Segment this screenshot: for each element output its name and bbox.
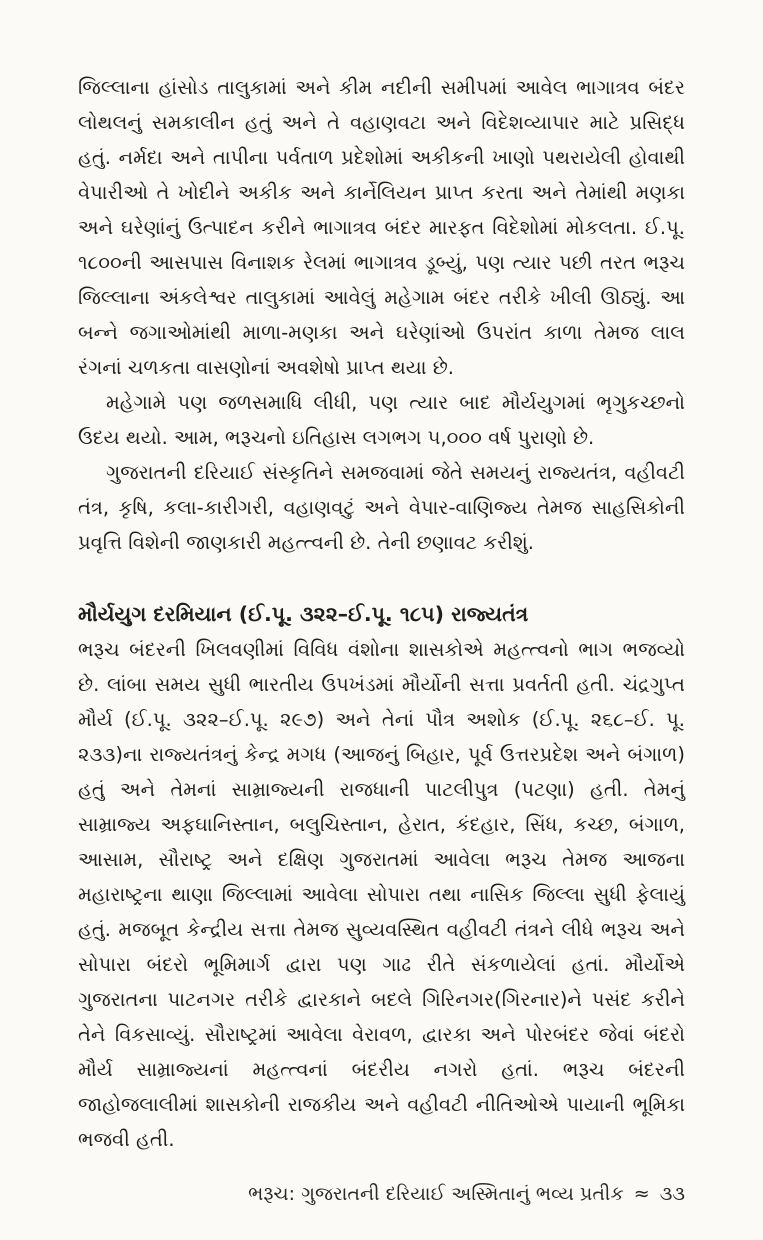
page-footer <box>248 1178 685 1210</box>
section-mauryan-era <box>78 596 685 1157</box>
paragraph-maritime-culture: ગુજરાતની દરિયાઈ સંસ્કૃતિને સમજવામાં જેતે સમયનું રાજ્યતંત્ર, વહીવટી તંત્ર, કૃષિ, કલા-કારીગરી, વહાણવટું અને વેપાર-વાણિજ્ય તેમજ સાહસિકોની પ્રવૃત્તિ વિશેની જાણકારી મહત્ત્વની છે. તેની છણાવટ કરીશું. <box>78 461 685 554</box>
paragraph-mauryan-administration: ભરૂચ બંદરની ખિલવણીમાં વિવિધ વંશોના શાસકોએ મહત્ત્વનો ભાગ ભજવ્યો છે. લાંબા સમય સુધી ભારતીય ઉપખંડમાં મૌર્યોની સત્તા પ્રવર્તતી હતી. ચંદ્રગુપ્ત મૌર્ય (ઈ.પૂ. ૩૨૨–ઈ.પૂ. ૨૯૭) અને તેનાં પૌત્ર અશોક (ઈ.પૂ. ૨૬૮–ઈ. પૂ. ૨૩૩)ના રાજ્યતંત્રનું કેન્દ્ર મગધ (આજનું બિહાર, પૂર્વ ઉત્તરપ્રદેશ અને બંગાળ) હતું અને તેમનાં સામ્રાજ્યની રાજધાની પાટલીપુત્ર (પટણા) હતી. તેમનું સામ્રાજ્ય અફઘાનિસ્તાન, બલુચિસ્તાન, હેરાત, કંદહાર, સિંધ, કચ્છ, બંગાળ, આસામ, સૌરાષ્ટ્ર અને દક્ષિણ ગુજરાતમાં આવેલા ભરૂચ તેમજ આજના મહારાષ્ટ્રના થાણા જિલ્લામાં આવેલા સોપારા તથા નાસિક જિલ્લા સુધી ફેલાયું હતું. મજબૂત કેન્દ્રીય સત્તા તેમજ સુવ્યવસ્થિત વહીવટી તંત્રને લીધે ભરૂચ અને સોપારા બંદરો ભૂમિમાર્ગ દ્વારા પણ ગાઢ રીતે સંકળાયેલાં હતાં. મૌર્યોએ ગુજરાતના પાટનગર તરીકે દ્વારકાને બદલે ગિરિનગર(ગિરનાર)ને પસંદ કરીને તેને વિકસાવ્યું. સૌરાષ્ટ્રમાં આવેલા વેરાવળ, દ્વારકા અને પોરબંદર જેવાં બંદરો મૌર્ય સામ્રાજ્યનાં મહત્ત્વનાં બંદરીય નગરો હતાં. ભરૂચ બંદરની જાહોજલાલીમાં શાસકોની રાજકીય અને વહીવટી નીતિઓએ પાયાની ભૂમિકા ભજવી હતી. <box>78 638 685 1151</box>
paragraph-bhagatrav-port: જિલ્લાના હાંસોડ તાલુકામાં અને કીમ નદીની સમીપમાં આવેલ ભાગાત્રવ બંદર લોથલનું સમકાલીન હતું અને તે વહાણવટા અને વિદેશવ્યાપાર માટે પ્રસિદ્ધ હતું. નર્મદા અને તાપીના પર્વતાળ પ્રદેશોમાં અકીકની ખાણો પથરાયેલી હોવાથી વેપારીઓ તે ખોદીને અકીક અને કાર્નેલિયન પ્રાપ્ત કરતા અને તેમાંથી મણકા અને ઘરેણાંનું ઉત્પાદન કરીને ભાગાત્રવ બંદર મારફત વિદેશોમાં મોકલતા. ઈ.પૂ. ૧૮૦૦ની આસપાસ વિનાશક રેલમાં ભાગાત્રવ ડૂબ્યું, પણ ત્યાર પછી તરત ભરૂચ જિલ્લાના અંકલેશ્વર તાલુકામાં આવેલું મહેગામ બંદર તરીકે ખીલી ઊઠ્યું. આ બન્ને જગાઓમાંથી માળા-મણકા અને ઘરેણાંઓ ઉપરાંત કાળા તેમજ લાલ રંગનાં ચળકતા વાસણોનાં અવશેષો પ્રાપ્ત થયા છે. <box>78 76 685 379</box>
section-heading-mauryan: મૌર્યયુગ દરમિયાન (ઈ.પૂ. ૩૨૨–ઈ.પૂ. ૧૮૫) રાજ્યતંત્ર <box>78 602 529 626</box>
footer-book-title: ભરૂચ: ગુજરાતની દરિયાઈ અસ્મિતાનું ભવ્ય પ્રતીક <box>248 1183 624 1205</box>
paragraph-mahegam: મહેગામે પણ જળસમાધિ લીધી, પણ ત્યાર બાદ મૌર્યયુગમાં ભૃગુકચ્છનો ઉદય થયો. આમ, ભરૂચનો ઇતિહાસ લગભગ ૫,૦૦૦ વર્ષ પુરાણો છે. <box>78 391 685 449</box>
footer-separator: ≈ <box>633 1183 650 1205</box>
page-number: ૩૩ <box>659 1183 685 1205</box>
section-continued-text <box>78 70 685 560</box>
